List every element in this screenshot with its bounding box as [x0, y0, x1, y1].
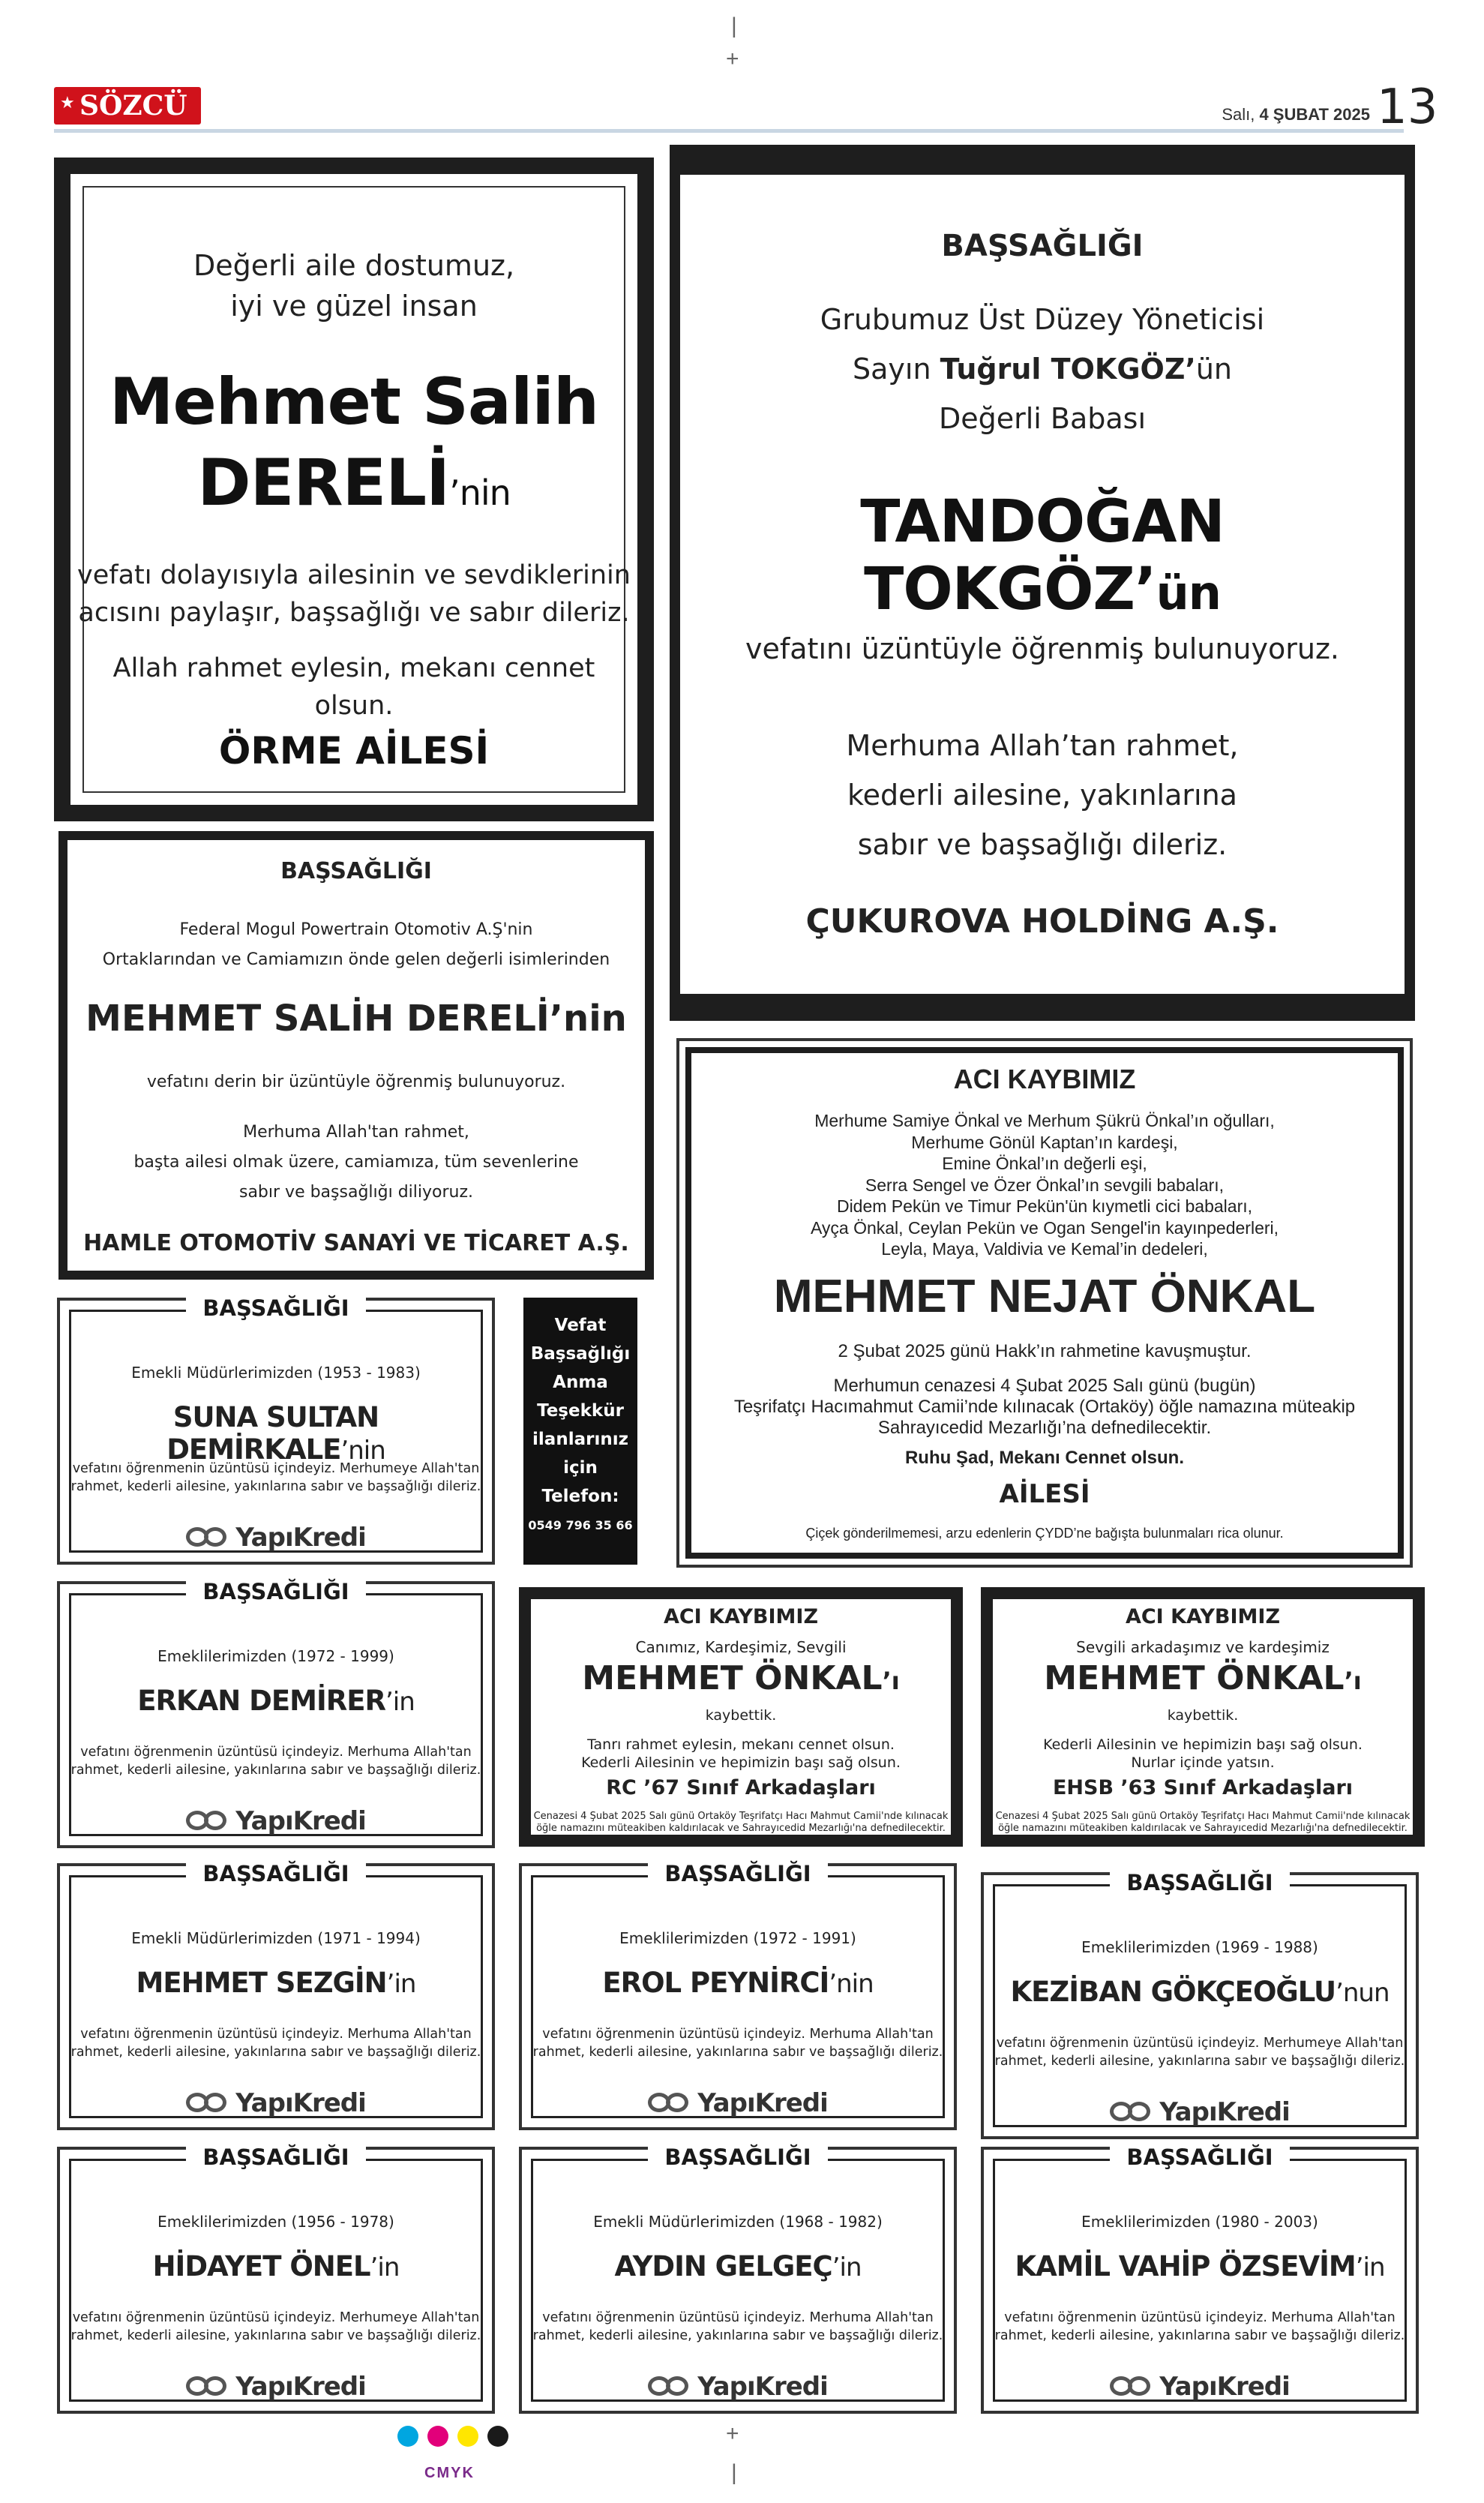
body-text-2: rahmet, kederli ailesine, yakınlarına sabır ve başsağlığı dileriz. — [532, 2045, 943, 2060]
body-text: Nurlar içinde yatsın. — [1131, 1754, 1275, 1771]
yapikredi-logo-text: YapıKredi — [235, 2088, 366, 2118]
registration-mark-top: | — [731, 14, 737, 38]
tenure: Emeklilerimizden (1972 - 1991) — [619, 1929, 856, 1947]
heading — [71, 2144, 481, 2170]
heading — [995, 1870, 1405, 1895]
yapikredi-logo[interactable] — [60, 2088, 492, 2118]
heading: BAŞSAĞLIĞI — [1110, 1870, 1289, 1895]
body-text: acısını paylaşır, başsağlığı ve sabır dileriz. — [78, 598, 630, 628]
name: ERKAN DEMİRER — [137, 1685, 385, 1717]
body-text-1: vefatını öğrenmenin üzüntüsü içindeyiz. Merhuma Allah'tan — [1004, 2310, 1396, 2325]
body-text: kaybettik. — [1167, 1707, 1239, 1724]
obituary-keziban-gokceoglu — [981, 1872, 1419, 2139]
body-text: sabır ve başsağlığı dileriz. — [857, 828, 1228, 861]
tenure: Emeklilerimizden (1972 - 1999) — [157, 1647, 394, 1665]
obituary-suna-sultan-demirkale — [57, 1295, 495, 1565]
obituary-nejat-onkal — [676, 1038, 1413, 1568]
body-text — [60, 1743, 492, 1779]
deceased-name — [60, 1401, 492, 1466]
heading: ACI KAYBIMIZ — [953, 1064, 1136, 1094]
body-text: kederli ailesine, yakınlarına — [847, 779, 1237, 812]
tenure: Emekli Müdürlerimizden (1968 - 1982) — [593, 2213, 883, 2231]
obituary-erkan-demirer — [57, 1581, 495, 1848]
yapikredi-logo-text: YapıKredi — [235, 1806, 366, 1836]
suffix: ’in — [832, 2252, 862, 2282]
body-text: Merhuma Allah’tan rahmet, — [846, 729, 1239, 762]
body-text: sabır ve başsağlığı diliyoruz. — [238, 1183, 474, 1202]
yapikredi-logo[interactable] — [60, 1806, 492, 1836]
heading: BAŞSAĞLIĞI — [186, 1861, 365, 1886]
body-text-1: vefatını öğrenmenin üzüntüsü içindeyiz. Merhuma Allah'tan — [542, 2310, 934, 2325]
body-text-1: vefatını öğrenmenin üzüntüsü içindeyiz. Merhumeye Allah'tan — [72, 2310, 480, 2325]
magenta-swatch — [427, 2426, 448, 2447]
name: EROL PEYNİRCİ — [602, 1967, 829, 1999]
yellow-swatch — [457, 2426, 478, 2447]
obituary-rc67 — [519, 1587, 963, 1847]
body-text-2: rahmet, kederli ailesine, yakınlarına sabır ve başsağlığı dileriz. — [70, 1763, 481, 1778]
body-text-2: rahmet, kederli ailesine, yakınlarına sabır ve başsağlığı dileriz. — [994, 2328, 1405, 2343]
intro-line: Değerli aile dostumuz, — [193, 249, 515, 282]
tenure: Emekli Müdürlerimizden (1953 - 1983) — [131, 1364, 421, 1382]
heading: BAŞSAĞLIĞI — [186, 1579, 365, 1604]
funeral-info: Sahrayıcedid Mezarlığı’na defnedilecektir. — [877, 1418, 1212, 1438]
body-text: Değerli Babası — [938, 402, 1147, 435]
obituary-hidayet-onel — [57, 2144, 495, 2414]
tenure: Emeklilerimizden (1969 - 1988) — [1081, 1938, 1318, 1956]
heading: ACI KAYBIMIZ — [1125, 1605, 1281, 1628]
yapikredi-logo-text: YapıKredi — [697, 2088, 828, 2118]
body-text-2: rahmet, kederli ailesine, yakınlarına sabır ve başsağlığı dileriz. — [532, 2328, 943, 2343]
yapikredi-logo[interactable] — [60, 1523, 492, 1553]
heading: BAŞSAĞLIĞI — [186, 2144, 365, 2170]
suffix: ’in — [1355, 2252, 1385, 2282]
funeral-info: Merhumun cenazesi 4 Şubat 2025 Salı günü (bugün) — [833, 1376, 1256, 1396]
body-text — [984, 2034, 1416, 2070]
heading: BAŞSAĞLIĞI — [648, 1861, 827, 1886]
body-text — [60, 2309, 492, 2345]
heading — [71, 1861, 481, 1886]
deceased-name: TANDOĞAN TOKGÖZ’ün — [860, 488, 1225, 623]
body-text-1: vefatını öğrenmenin üzüntüsü içindeyiz. Merhumeye Allah'tan — [996, 2036, 1404, 2051]
cmyk-label: CMYK — [424, 2465, 475, 2481]
body-text-2: rahmet, kederli ailesine, yakınlarına sabır ve başsağlığı dileriz. — [70, 1479, 481, 1494]
heading: ACI KAYBIMIZ — [663, 1605, 819, 1628]
obituary-mehmet-sezgin — [57, 1863, 495, 2130]
heading: BAŞSAĞLIĞI — [186, 1295, 365, 1321]
yapikredi-logo-icon — [648, 2376, 691, 2397]
footnote: Cenazesi 4 Şubat 2025 Salı günü Ortaköy Teşrifatçı Hacı Mahmut Camii'nde kılınacak — [533, 1811, 949, 1822]
deceased-name — [984, 2250, 1416, 2282]
name: MEHMET SEZGİN — [136, 1967, 387, 1999]
deceased-name: MEHMET NEJAT ÖNKAL — [773, 1271, 1316, 1322]
body-text-1: vefatını öğrenmenin üzüntüsü içindeyiz. Merhuma Allah'tan — [80, 2027, 472, 2042]
body-text-2: rahmet, kederli ailesine, yakınlarına sabır ve başsağlığı dileriz. — [70, 2045, 481, 2060]
intro-line: Canımız, Kardeşimiz, Sevgili — [635, 1638, 847, 1656]
yapikredi-logo-icon — [186, 2376, 229, 2397]
suffix: ’nin — [340, 1436, 385, 1466]
body-text-1: vefatını öğrenmenin üzüntüsü içindeyiz. Merhuma Allah'tan — [80, 1745, 472, 1760]
yapikredi-logo-icon — [186, 1811, 229, 1832]
body-text: Federal Mogul Powertrain Otomotiv A.Ş'nin — [179, 920, 533, 939]
phone-number[interactable]: 0549 796 35 66 — [528, 1518, 633, 1532]
tenure: Emeklilerimizden (1956 - 1978) — [157, 2213, 394, 2231]
signature: ÇUKUROVA HOLDİNG A.Ş. — [805, 902, 1279, 941]
yapikredi-logo-text: YapıKredi — [235, 2372, 366, 2402]
body-text: başta ailesi olmak üzere, camiamıza, tüm sevenlerine — [133, 1153, 579, 1172]
name: AYDIN GELGEÇ — [614, 2250, 832, 2282]
family-lines: Merhume Samiye Önkal ve Merhum Şükrü Önkal’ın oğulları, Merhume Gönül Kaptan’ın kardeşi, Emine Önkal’ın değerli eşi, Serra Sengel ve Özer Önkal’ın sevgili babaları, Didem Pekün ve Timur Pekün'ün kıymetli cici babaları, Ayça Önkal, Ceylan Pekün ve Ogan Sengel'in kayınpederleri, Leyla, Maya, Valdivia ve Kemal’in dedeleri, — [810, 1111, 1279, 1259]
body-text-1: vefatını öğrenmenin üzüntüsü içindeyiz. Merhuma Allah'tan — [542, 2027, 934, 2042]
yapikredi-logo-text: YapıKredi — [235, 1523, 366, 1553]
signature: ÖRME AİLESİ — [218, 729, 490, 773]
tenure: Emeklilerimizden (1980 - 2003) — [1081, 2213, 1318, 2231]
body-text — [984, 2309, 1416, 2345]
deceased-name — [522, 1967, 954, 1999]
obituary-erol-peynirci — [519, 1863, 957, 2130]
page-number: 13 — [1377, 80, 1438, 135]
yapikredi-logo[interactable] — [522, 2088, 954, 2118]
body-text: Allah rahmet eylesin, mekanı cennet olsun. — [112, 653, 595, 721]
body-text: Ortaklarından ve Camiamızın önde gelen değerli isimlerinden — [102, 950, 610, 969]
suffix: ’nun — [1336, 1978, 1390, 2008]
name: KAMİL VAHİP ÖZSEVİM — [1015, 2250, 1356, 2282]
body-text: Tanrı rahmet eylesin, mekanı cennet olsun. — [587, 1736, 895, 1753]
body-text: Grubumuz Üst Düzey Yöneticisi — [820, 303, 1265, 336]
body-text-2: rahmet, kederli ailesine, yakınlarına sabır ve başsağlığı dileriz. — [70, 2328, 481, 2343]
heading: BAŞSAĞLIĞI — [1110, 2144, 1289, 2170]
footnote: öğle namazını müteakiben kaldırılacak ve Sahrayıcedid Mezarlığı'na defnedilecektir. — [536, 1823, 946, 1834]
suffix: ’in — [385, 1687, 415, 1717]
body-text: Sayın Tuğrul TOKGÖZ’ün — [853, 353, 1232, 386]
deceased-name: MEHMET ÖNKAL’ı — [1044, 1659, 1362, 1697]
body-text — [60, 1460, 492, 1496]
contact-info-box[interactable]: Vefat Başsağlığı Anma Teşekkür ilanlarınız için Telefon: 0549 796 35 66 — [523, 1298, 637, 1565]
body-text — [522, 2309, 954, 2345]
body-text: kaybettik. — [705, 1707, 777, 1724]
cyan-swatch — [397, 2426, 418, 2447]
registration-mark-bottom: | — [731, 2460, 737, 2485]
name: SUNA SULTAN DEMİRKALE — [166, 1401, 379, 1466]
body-text: Merhuma Allah'tan rahmet, — [243, 1123, 469, 1142]
yapikredi-logo[interactable] — [60, 2372, 492, 2402]
cmyk-color-bar — [397, 2426, 517, 2448]
obituary-aydin-gelgec — [519, 2144, 957, 2414]
signature: EHSB ’63 Sınıf Arkadaşları — [1052, 1776, 1354, 1799]
yapikredi-logo-icon — [186, 1527, 229, 1548]
body-text — [60, 2025, 492, 2061]
heading — [995, 2144, 1405, 2170]
header-date: Salı, 4 ŞUBAT 2025 — [1222, 105, 1370, 124]
yapikredi-logo[interactable] — [984, 2097, 1416, 2127]
yapikredi-logo[interactable] — [522, 2372, 954, 2402]
intro-line: Sevgili arkadaşımız ve kardeşimiz — [1076, 1638, 1330, 1656]
obituary-kamil-vahip-ozsevim — [981, 2144, 1419, 2414]
signature: RC ’67 Sınıf Arkadaşları — [606, 1776, 876, 1799]
deceased-name: MEHMET ÖNKAL’ı — [582, 1659, 900, 1697]
header-rule — [54, 129, 1404, 133]
registration-cross-bottom: + — [726, 2421, 739, 2446]
heading — [533, 1861, 943, 1886]
funeral-info: Teşrifatçı Hacımahmut Camii’nde kılınacak (Ortaköy) öğle namazına müteakip — [733, 1397, 1356, 1417]
heading: BAŞSAĞLIĞI — [280, 858, 432, 884]
body-text: Kederli Ailesinin ve hepimizin başı sağ olsun. — [1043, 1736, 1363, 1753]
body-text: Kederli Ailesinin ve hepimizin başı sağ olsun. — [581, 1754, 901, 1771]
yapikredi-logo-icon — [186, 2093, 229, 2114]
deceased-name: MEHMET SALİH DERELİ’nin — [85, 998, 627, 1040]
body-text — [522, 2025, 954, 2061]
deceased-name — [60, 2250, 492, 2282]
prayer: Ruhu Şad, Mekanı Cennet olsun. — [904, 1448, 1185, 1468]
logo-text: SÖZCÜ — [79, 90, 187, 122]
deceased-name — [522, 2250, 954, 2282]
black-swatch — [487, 2426, 508, 2447]
signature: AİLESİ — [999, 1479, 1090, 1509]
footnote: öğle namazını müteakiben kaldırılacak ve Sahrayıcedid Mezarlığı'na defnedilecektir. — [998, 1823, 1408, 1834]
body-text: 2 Şubat 2025 günü Hakk’ın rahmetine kavuşmuştur. — [838, 1341, 1252, 1361]
sozcu-logo[interactable] — [54, 87, 201, 125]
yapikredi-logo[interactable] — [984, 2372, 1416, 2402]
body-text: vefatını üzüntüyle öğrenmiş bulunuyoruz. — [745, 632, 1339, 665]
body-text-2: rahmet, kederli ailesine, yakınlarına sabır ve başsağlığı dileriz. — [994, 2054, 1405, 2069]
tenure: Emekli Müdürlerimizden (1971 - 1994) — [131, 1929, 421, 1947]
registration-cross-top: + — [726, 47, 739, 71]
heading — [71, 1295, 481, 1321]
suffix: ’in — [370, 2252, 400, 2282]
footnote: Çiçek gönderilmemesi, arzu edenlerin ÇYDD’ne bağışta bulunmaları rica olunur. — [805, 1526, 1284, 1541]
obituary-dereli-orme — [54, 158, 654, 821]
heading — [71, 1579, 481, 1604]
name: KEZİBAN GÖKÇEOĞLU — [1010, 1976, 1336, 2008]
yapikredi-logo-text: YapıKredi — [697, 2372, 828, 2402]
heading: BAŞSAĞLIĞI — [941, 229, 1144, 263]
yapikredi-logo-text: YapıKredi — [1159, 2097, 1290, 2127]
obituary-hamle — [58, 831, 654, 1280]
suffix: ’in — [386, 1969, 416, 1999]
yapikredi-logo-text: YapıKredi — [1159, 2372, 1290, 2402]
deceased-name: Mehmet Salih DERELİ’nin — [109, 365, 599, 521]
yapikredi-logo-icon — [648, 2093, 691, 2114]
obituary-tokgoz — [670, 145, 1415, 1021]
logo-star-icon: ★ — [60, 93, 75, 112]
deceased-name — [984, 1976, 1416, 2008]
deceased-name — [60, 1967, 492, 1999]
heading — [533, 2144, 943, 2170]
yapikredi-logo-icon — [1110, 2376, 1153, 2397]
yapikredi-logo-icon — [1110, 2102, 1153, 2123]
suffix: ’nin — [829, 1969, 874, 1999]
obituary-ehsb63 — [981, 1587, 1425, 1847]
footnote: Cenazesi 4 Şubat 2025 Salı günü Ortaköy Teşrifatçı Hacı Mahmut Camii'nde kılınacak — [995, 1811, 1411, 1822]
body-text-1: vefatını öğrenmenin üzüntüsü içindeyiz. Merhumeye Allah'tan — [72, 1461, 480, 1476]
body-text: vefatını derin bir üzüntüyle öğrenmiş bulunuyoruz. — [146, 1073, 566, 1091]
intro-line: iyi ve güzel insan — [230, 290, 478, 323]
heading: BAŞSAĞLIĞI — [648, 2144, 827, 2170]
body-text: vefatı dolayısıyla ailesinin ve sevdiklerinin — [77, 560, 631, 590]
name: HİDAYET ÖNEL — [152, 2250, 370, 2282]
deceased-name — [60, 1685, 492, 1717]
signature: HAMLE OTOMOTİV SANAYİ VE TİCARET A.Ş. — [83, 1230, 629, 1256]
